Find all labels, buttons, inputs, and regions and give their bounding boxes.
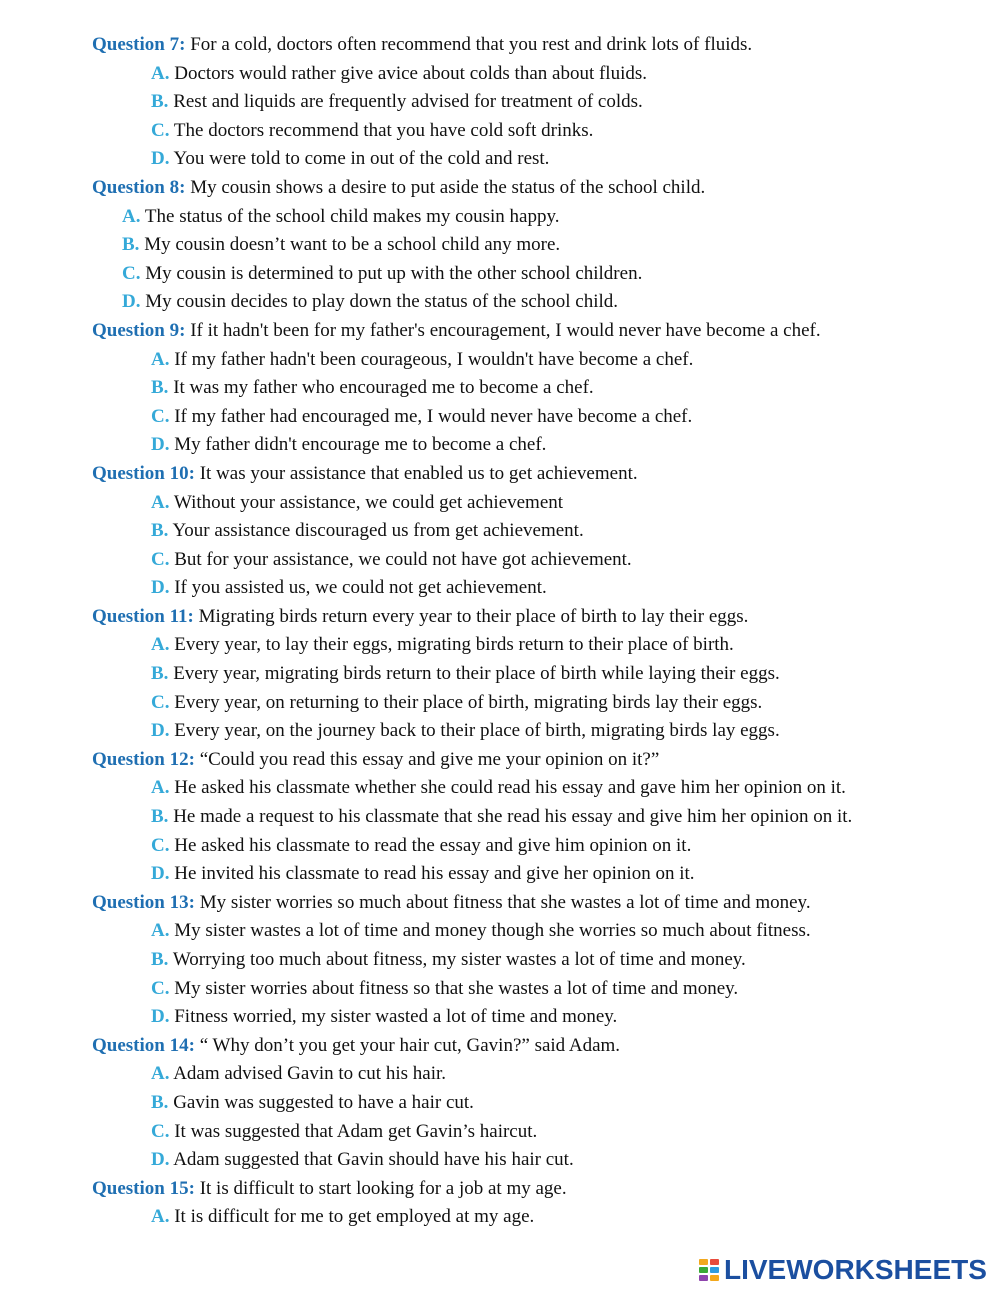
option-text: It was suggested that Adam get Gavin’s haircut.: [174, 1120, 538, 1142]
option-letter: C.: [151, 548, 170, 570]
question-line: [0, 603, 1000, 632]
question-line: [0, 174, 1000, 203]
option-letter: D.: [151, 148, 170, 170]
question-label: Question 7:: [92, 34, 186, 55]
question-line: [0, 1032, 1000, 1061]
option-letter: A.: [151, 920, 170, 942]
option-text: He invited his classmate to read his essay and give her opinion on it.: [174, 863, 695, 885]
answer-option[interactable]: [0, 631, 1000, 660]
option-text: He made a request to his classmate that she read his essay and give him her opinion on it.: [173, 806, 853, 828]
option-text: The status of the school child makes my cousin happy.: [144, 205, 560, 227]
option-text: Adam suggested that Gavin should have his hair cut.: [173, 1149, 574, 1171]
answer-option[interactable]: [0, 231, 1000, 260]
liveworksheets-brand[interactable]: [698, 1255, 987, 1285]
option-letter: D.: [151, 1006, 170, 1028]
option-text: My cousin doesn’t want to be a school child any more.: [144, 234, 561, 256]
question-line: [0, 1175, 1000, 1204]
option-letter: B.: [151, 520, 169, 542]
answer-option[interactable]: [0, 145, 1000, 174]
question-text: For a cold, doctors often recommend that you rest and drink lots of fluids.: [190, 34, 753, 55]
answer-option[interactable]: [0, 1146, 1000, 1175]
answer-option[interactable]: [0, 203, 1000, 232]
answer-option[interactable]: [0, 860, 1000, 889]
option-letter: D.: [151, 434, 170, 456]
logo-tile: [699, 1275, 708, 1281]
option-text: He asked his classmate to read the essay and give him opinion on it.: [174, 834, 692, 856]
option-text: If you assisted us, we could not get achievement.: [174, 577, 547, 599]
answer-option[interactable]: [0, 1060, 1000, 1089]
logo-tile: [710, 1267, 719, 1273]
question-text: My cousin shows a desire to put aside the status of the school child.: [190, 176, 706, 198]
option-text: My cousin is determined to put up with the other school children.: [145, 262, 643, 284]
option-text: Worrying too much about fitness, my sister wastes a lot of time and money.: [172, 949, 746, 970]
option-text: My sister worries about fitness so that she wastes a lot of time and money.: [174, 977, 739, 999]
answer-option[interactable]: [0, 689, 1000, 718]
answer-option[interactable]: [0, 574, 1000, 603]
option-letter: B.: [122, 234, 140, 256]
option-text: Gavin was suggested to have a hair cut.: [173, 1091, 474, 1113]
option-text: Doctors would rather give avice about colds than about fluids.: [174, 62, 647, 84]
option-letter: A.: [151, 62, 170, 84]
question-label: Question 15:: [92, 1177, 195, 1199]
answer-option[interactable]: [0, 1089, 1000, 1118]
answer-option[interactable]: [0, 431, 1000, 460]
option-text: Your assistance discouraged us from get achievement.: [172, 520, 584, 542]
liveworksheets-logo-icon: [698, 1258, 720, 1282]
question-text: If it hadn't been for my father's encouragement, I would never have become a chef.: [190, 319, 821, 341]
logo-tile: [699, 1259, 708, 1265]
option-letter: D.: [122, 291, 141, 313]
option-text: But for your assistance, we could not have got achievement.: [174, 548, 632, 570]
answer-option[interactable]: [0, 1118, 1000, 1147]
question-label: Question 14:: [92, 1034, 195, 1056]
option-letter: A.: [151, 634, 170, 656]
question-text: Migrating birds return every year to their place of birth to lay their eggs.: [198, 605, 749, 627]
option-letter: A.: [151, 491, 170, 513]
option-text: Fitness worried, my sister wasted a lot of time and money.: [174, 1006, 618, 1028]
option-letter: A.: [151, 777, 170, 799]
brand-name: LIVEWORKSHEETS: [724, 1254, 987, 1285]
question-label: Question 8:: [92, 176, 186, 198]
answer-option[interactable]: [0, 975, 1000, 1004]
answer-option[interactable]: [0, 803, 1000, 832]
question-text: My sister worries so much about fitness that she wastes a lot of time and money.: [199, 891, 811, 913]
option-letter: B.: [151, 663, 169, 685]
option-text: If my father hadn't been courageous, I wouldn't have become a chef.: [174, 348, 694, 370]
answer-option[interactable]: [0, 517, 1000, 546]
answer-option[interactable]: [0, 774, 1000, 803]
option-letter: C.: [151, 405, 170, 427]
option-letter: B.: [151, 377, 169, 399]
option-letter: A.: [151, 348, 170, 370]
option-letter: B.: [151, 1091, 169, 1113]
option-text: My father didn't encourage me to become a chef.: [174, 434, 547, 456]
option-text: Without your assistance, we could get achievement: [173, 491, 564, 513]
option-text: Every year, to lay their eggs, migrating birds return to their place of birth.: [174, 634, 734, 656]
question-label: Question 12:: [92, 748, 195, 770]
option-letter: C.: [151, 977, 170, 999]
option-text: You were told to come in out of the cold and rest.: [173, 148, 550, 170]
question-line: [0, 889, 1000, 918]
option-text: Every year, on returning to their place of birth, migrating birds lay their eggs.: [174, 691, 763, 713]
logo-tile: [710, 1275, 719, 1281]
option-letter: C.: [151, 691, 170, 713]
option-text: He asked his classmate whether she could read his essay and gave him her opinion on it.: [174, 777, 846, 799]
question-label: Question 9:: [92, 319, 186, 341]
answer-option[interactable]: [0, 88, 1000, 117]
answer-option[interactable]: [0, 546, 1000, 575]
answer-option[interactable]: [0, 489, 1000, 518]
answer-option[interactable]: [0, 346, 1000, 375]
logo-tile: [699, 1267, 708, 1273]
answer-option[interactable]: [0, 1203, 1000, 1232]
option-text: The doctors recommend that you have cold soft drinks.: [173, 119, 594, 141]
option-letter: A.: [151, 1063, 170, 1085]
option-text: My cousin decides to play down the status of the school child.: [145, 291, 619, 313]
logo-tile: [710, 1259, 719, 1265]
option-letter: B.: [151, 91, 169, 113]
question-label: Question 10:: [92, 462, 195, 484]
option-text: Adam advised Gavin to cut his hair.: [173, 1063, 446, 1085]
answer-option[interactable]: [0, 374, 1000, 403]
question-label: Question 11:: [92, 605, 194, 627]
answer-option[interactable]: [0, 832, 1000, 861]
answer-option[interactable]: [0, 660, 1000, 689]
answer-option[interactable]: [0, 1003, 1000, 1032]
option-text: My sister wastes a lot of time and money though she worries so much about fitness.: [174, 920, 811, 942]
answer-option[interactable]: [0, 917, 1000, 946]
answer-option[interactable]: [0, 717, 1000, 746]
option-letter: B.: [151, 949, 169, 970]
option-text: Rest and liquids are frequently advised for treatment of colds.: [173, 91, 643, 113]
option-text: Every year, on the journey back to their place of birth, migrating birds lay eggs.: [174, 720, 780, 742]
answer-option[interactable]: [0, 288, 1000, 317]
option-letter: C.: [151, 119, 170, 141]
question-text: It is difficult to start looking for a job at my age.: [199, 1177, 567, 1199]
question-line: [0, 746, 1000, 775]
question-label: Question 13:: [92, 891, 195, 913]
option-letter: A.: [151, 1206, 170, 1228]
option-letter: B.: [151, 806, 169, 828]
option-letter: A.: [122, 205, 141, 227]
question-line: [0, 460, 1000, 489]
option-letter: C.: [151, 834, 170, 856]
question-line: [0, 31, 1000, 60]
option-letter: D.: [151, 1149, 170, 1171]
answer-option[interactable]: [0, 117, 1000, 146]
option-letter: D.: [151, 577, 170, 599]
question-text: “ Why don’t you get your hair cut, Gavin?” said Adam.: [199, 1034, 621, 1056]
option-letter: C.: [122, 262, 141, 284]
option-text: If my father had encouraged me, I would never have become a chef.: [174, 405, 693, 427]
question-line: [0, 317, 1000, 346]
answer-option[interactable]: [0, 403, 1000, 432]
option-text: It was my father who encouraged me to become a chef.: [173, 377, 594, 399]
answer-option[interactable]: [0, 260, 1000, 289]
question-text: “Could you read this essay and give me your opinion on it?”: [199, 748, 660, 770]
worksheet: [0, 31, 1000, 1232]
option-letter: D.: [151, 720, 170, 742]
option-letter: D.: [151, 863, 170, 885]
option-text: Every year, migrating birds return to their place of birth while laying their eggs.: [173, 663, 780, 685]
option-text: It is difficult for me to get employed at my age.: [174, 1206, 535, 1228]
option-letter: C.: [151, 1120, 170, 1142]
answer-option[interactable]: [0, 946, 1000, 975]
question-text: It was your assistance that enabled us to get achievement.: [199, 462, 638, 484]
answer-option[interactable]: [0, 60, 1000, 89]
